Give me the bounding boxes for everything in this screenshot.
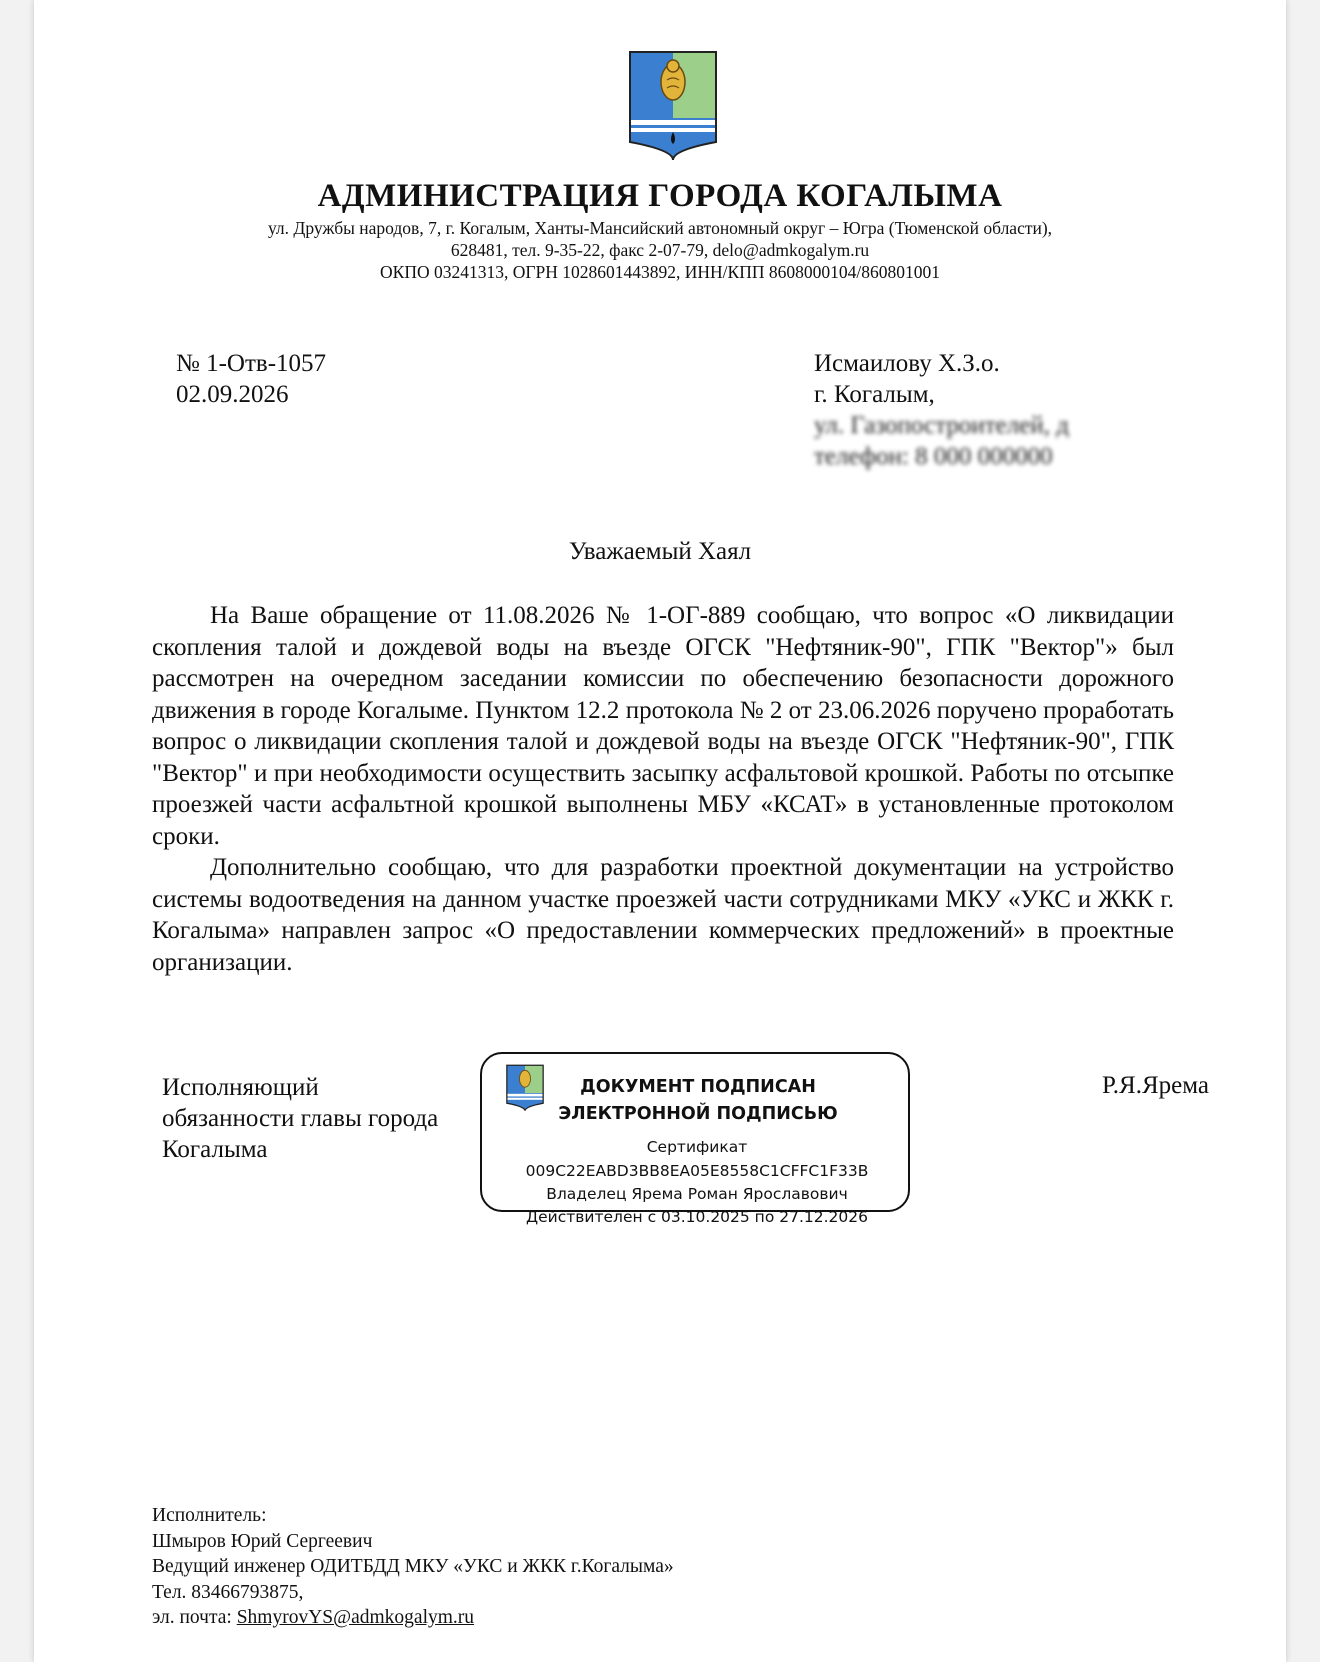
addressee-extra-redacted: телефон: 8 000 000000 (814, 443, 1053, 470)
executor-label: Исполнитель: (152, 1505, 267, 1526)
addressee-block (814, 348, 1069, 472)
signer-position (162, 1072, 438, 1165)
executor-email-link[interactable]: ShmyrovYS@admkogalym.ru (236, 1607, 475, 1628)
organization-contacts-line: 628481, тел. 9-35-22, факс 2-07-79, delo@admkogalym.ru (450, 240, 870, 260)
executor-email-line (152, 1605, 674, 1631)
coat-of-arms-icon (506, 1064, 544, 1112)
organization-address-line: ул. Дружбы народов, 7, г. Когалым, Ханты-Мансийский автономный округ – Югра (Тюменской области), (267, 218, 1053, 238)
stamp-validity: Действителен с 03.10.2025 по 27.12.2026 (526, 1208, 868, 1226)
organization-codes-line: ОКПО 03241313, ОГРН 1028601443892, ИНН/КПП 8608000104/860801001 (380, 262, 940, 282)
signer-position-line: обязанности главы города (162, 1105, 439, 1132)
signer-name: Р.Я.Ярема (1102, 1072, 1209, 1099)
stamp-certificate-number: 009C22EABD3BB8EA05E8558C1CFFC1F33B (525, 1162, 869, 1180)
body-paragraph: Дополнительно сообщаю, что для разработки проектной документации на устройство системы водоотведения на данном участке проезжей части сотрудниками МКУ «УКС и ЖКК г. Когалыма» направлен запрос «О предоставлении коммерческих предложений» в проектные организации. (152, 854, 1174, 976)
stamp-certificate-label: Сертификат (646, 1138, 748, 1156)
stamp-owner: Владелец Ярема Роман Ярославович (546, 1185, 848, 1203)
registration-number: № 1-Отв-1057 (176, 350, 327, 377)
stamp-title-line: ЭЛЕКТРОННОЙ ПОДПИСЬЮ (558, 1104, 838, 1124)
signer-position-line: Когалыма (162, 1136, 268, 1163)
stamp-title (548, 1074, 848, 1128)
registration-date: 02.09.2026 (176, 381, 289, 408)
stamp-title-line: ДОКУМЕНТ ПОДПИСАН (580, 1077, 816, 1097)
addressee-name: Исмаилову Х.З.о. (814, 350, 1000, 377)
executor-block (152, 1503, 674, 1631)
addressee-street-redacted: ул. Газопостроителей, д (814, 412, 1069, 439)
electronic-signature-stamp (480, 1052, 910, 1226)
registration-block (176, 348, 326, 410)
body-paragraph: На Ваше обращение от 11.08.2026 № 1-ОГ-889 сообщаю, что вопрос «О ликвидации скопления талой и дождевой воды на въезде ОГСК "Нефтяник-90", ГПК "Вектор"» был рассмотрен на очередном заседании комиссии по обеспечению безопасности дорожного движения в городе Когалыме. Пунктом 12.2 протокола № 2 от 23.06.2026 поручено проработать вопрос о ликвидации скопления талой и дождевой воды на въезде ОГСК "Нефтяник-90", ГПК "Вектор" и при необходимости осуществить засыпку асфальтовой крошкой. Работы по отсыпке проезжей части асфальтной крошкой выполнены МБУ «КСАТ» в установленные протоколом сроки. (152, 602, 1174, 850)
letter-body (152, 600, 1174, 978)
coat-of-arms-icon (628, 50, 718, 162)
salutation: Уважаемый Хаял (568, 538, 752, 565)
addressee-city: г. Когалым, (814, 381, 935, 408)
letter-page (34, 0, 1286, 1662)
executor-name: Шмыров Юрий Сергеевич (152, 1530, 373, 1552)
executor-phone: Тел. 83466793875, (152, 1581, 304, 1603)
executor-email-label: эл. почта: (152, 1607, 237, 1628)
signer-position-line: Исполняющий (162, 1074, 319, 1101)
organization-name: АДМИНИСТРАЦИЯ ГОРОДА КОГАЛЫМА (317, 178, 1003, 214)
executor-position: Ведущий инженер ОДИТБДД МКУ «УКС и ЖКК г.Когалыма» (152, 1556, 674, 1577)
